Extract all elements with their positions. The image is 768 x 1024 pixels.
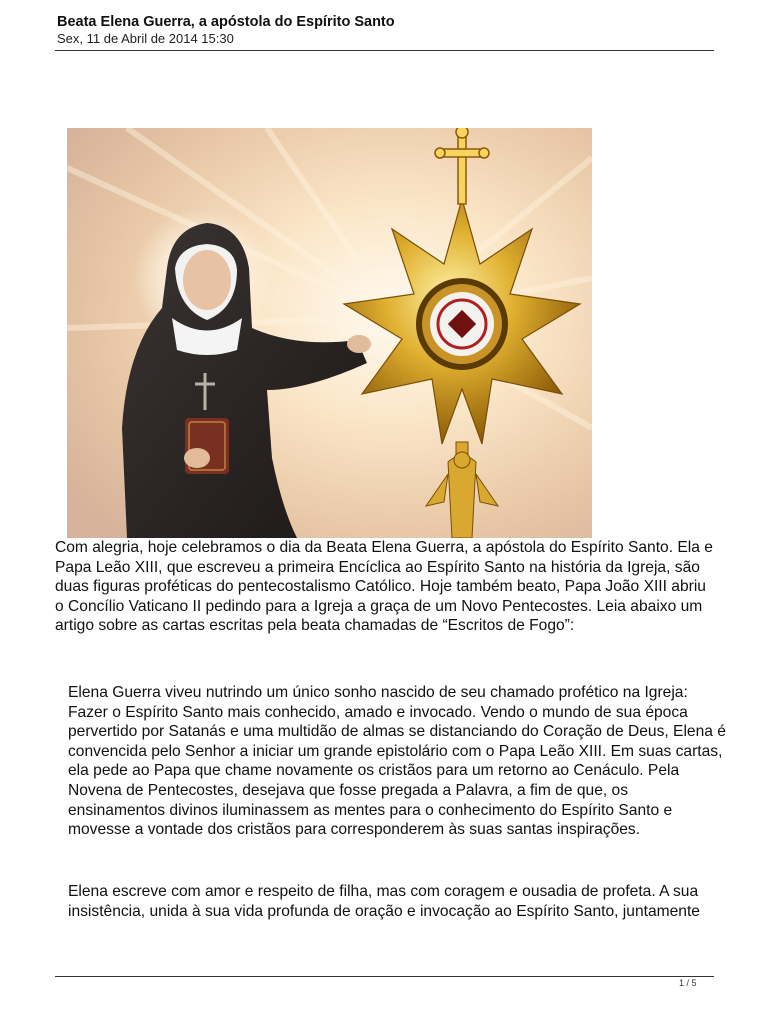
body-paragraph: Elena escreve com amor e respeito de filha, mas com coragem e ousadia de profeta. A sua insistência, unida à sua vida profunda de oração e invocação ao Espírito Santo, juntamente — [68, 883, 700, 920]
nun-and-reliquary-illustration — [67, 128, 592, 538]
footer-divider — [55, 976, 714, 977]
header-divider — [55, 50, 714, 51]
page-title: Beata Elena Guerra, a apóstola do Espírito Santo — [57, 14, 395, 30]
page-number: 1 / 5 — [679, 978, 697, 988]
body-paragraph: Elena Guerra viveu nutrindo um único sonho nascido de seu chamado profético na Igreja: Fazer o Espírito Santo mais conhecido, amado e invocado. Vendo o mundo de sua época pervertido por Satanás e uma multidão de almas se distanciando do Coração de Deus, Elena é convencida pelo Senhor a iniciar um grande epistolário com o Papa Leão XIII. Em suas cartas, ela pede ao Papa que chame novamente os cristãos para um retorno ao Cenáculo. Pela Novena de Pentecostes, desejava que fosse pregada a Palavra, a fim de que, os ensinamentos divinos iluminassem as mentes para o conhecimento do Espírito Santo e movesse a vontade dos cristãos para corresponderem às suas santas inspirações. — [68, 684, 726, 839]
article-image — [67, 128, 592, 538]
intro-paragraph: Com alegria, hoje celebramos o dia da Beata Elena Guerra, a apóstola do Espírito Santo. Ela e Papa Leão XIII, que escreveu a primeira Encíclica ao Espírito Santo na história da Igreja, são duas figuras proféticas do pentecostalismo Católico. Hoje também beato, Papa João XIII abriu o Concílio Vaticano II pedindo para a Igreja a graça de um Novo Pentecostes. Leia abaixo um artigo sobre as cartas escritas pela beata chamadas de “Escritos de Fogo”: — [55, 539, 713, 635]
publish-date: Sex, 11 de Abril de 2014 15:30 — [57, 31, 234, 46]
